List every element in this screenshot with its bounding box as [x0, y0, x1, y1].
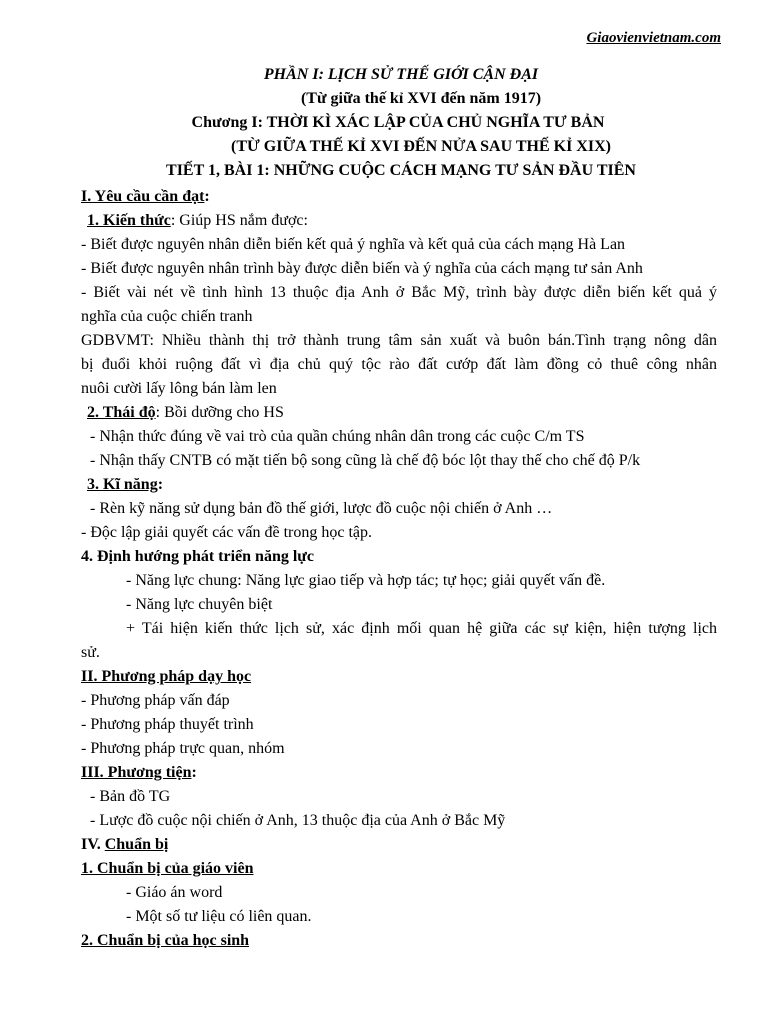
method-item-3: - Phương pháp trực quan, nhóm: [81, 740, 285, 757]
competency-title: 4. Định hướng phát triển năng lực: [81, 548, 314, 565]
attitude-item-2: - Nhận thấy CNTB có mặt tiến bộ song cũng là chế độ bóc lột thay thế cho chế độ P/k: [90, 452, 641, 469]
env-note-line-1: GDBVMT: Nhiều thành thị trở thành trung tâm sản xuất và buôn bán.Tình trạng nông dân: [81, 332, 717, 349]
env-note-line-2: bị đuổi khỏi ruộng đất vì địa chủ quý tộc rào đất cướp đất làm đồng cỏ thuê công nhân: [81, 356, 717, 373]
section-4-heading: [81, 835, 168, 855]
section-3-heading: [81, 763, 197, 783]
section-3-title: III. Phương tiện: [81, 764, 192, 781]
competency-item-3-cont: sử.: [81, 644, 100, 661]
attitude-intro: : Bồi dưỡng cho HS: [155, 404, 284, 421]
skills-item-1: - Rèn kỹ năng sử dụng bản đồ thế giới, lược đồ cuộc nội chiến ở Anh …: [90, 500, 553, 517]
section-1-colon: :: [204, 188, 210, 205]
teacher-prep-title: 1. Chuẩn bị của giáo viên: [81, 860, 254, 877]
attitude-heading: [87, 403, 284, 423]
chapter-period: (TỪ GIỮA THẾ KỈ XVI ĐẾN NỬA SAU THẾ KỈ XIX): [231, 138, 611, 155]
competency-item-2: - Năng lực chuyên biệt: [126, 596, 273, 613]
student-prep-title: 2. Chuẩn bị của học sinh: [81, 932, 250, 949]
knowledge-intro: : Giúp HS nắm được:: [170, 212, 308, 229]
section-1-heading: [81, 187, 210, 207]
section-3-colon: :: [191, 764, 197, 781]
knowledge-title: 1. Kiến thức: [87, 212, 171, 229]
equipment-item-2: - Lược đồ cuộc nội chiến ở Anh, 13 thuộc địa của Anh ở Bắc Mỹ: [90, 812, 506, 829]
part-period: (Từ giữa thế kỉ XVI đến năm 1917): [300, 90, 542, 107]
knowledge-item-3: - Biết vài nét về tình hình 13 thuộc địa Anh ở Bắc Mỹ, trình bày được diễn biến kết quả ý: [81, 284, 717, 301]
knowledge-heading: [87, 211, 308, 231]
knowledge-item-3-cont: nghĩa của cuộc chiến tranh: [81, 308, 253, 325]
skills-item-2: - Độc lập giải quyết các vấn đề trong học tập.: [81, 524, 372, 541]
chapter-title: Chương I: THỜI KÌ XÁC LẬP CỦA CHỦ NGHĨA TƯ BẢN: [191, 114, 605, 131]
competency-item-3: + Tái hiện kiến thức lịch sử, xác định mối quan hệ giữa các sự kiện, hiện tượng lịch: [126, 620, 717, 637]
method-item-2: - Phương pháp thuyết trình: [81, 716, 254, 733]
competency-item-1: - Năng lực chung: Năng lực giao tiếp và hợp tác; tự học; giải quyết vấn đề.: [126, 572, 606, 589]
skills-heading: [87, 475, 163, 495]
section-2-title: II. Phương pháp dạy học: [81, 668, 252, 685]
section-1-title: I. Yêu cầu cần đạt: [81, 188, 205, 205]
skills-title: 3. Kĩ năng: [87, 476, 158, 493]
equipment-item-1: - Bản đồ TG: [90, 788, 171, 805]
skills-colon: :: [157, 476, 164, 493]
attitude-item-1: - Nhận thức đúng về vai trò của quần chúng nhân dân trong các cuộc C/m TS: [90, 428, 585, 445]
knowledge-item-2: - Biết được nguyên nhân trình bày được diễn biến và ý nghĩa của cách mạng tư sản Anh: [81, 260, 643, 277]
env-note-line-3: nuôi cười lấy lông bán làm len: [81, 380, 277, 397]
section-4-number: IV.: [81, 836, 105, 853]
section-4-title: Chuẩn bị: [104, 836, 169, 853]
site-watermark: Giaovienvietnam.com: [586, 30, 721, 46]
attitude-title: 2. Thái độ: [87, 404, 156, 421]
teacher-prep-item-1: - Giáo án word: [126, 884, 223, 901]
lesson-title: TIẾT 1, BÀI 1: NHỮNG CUỘC CÁCH MẠNG TƯ SẢN ĐẦU TIÊN: [166, 162, 636, 179]
teacher-prep-item-2: - Một số tư liệu có liên quan.: [126, 908, 312, 925]
method-item-1: - Phương pháp vấn đáp: [81, 692, 230, 709]
part-title: PHẦN I: LỊCH SỬ THẾ GIỚI CẬN ĐẠI: [263, 66, 539, 83]
knowledge-item-1: - Biết được nguyên nhân diễn biến kết quả ý nghĩa và kết quả của cách mạng Hà Lan: [81, 236, 626, 253]
